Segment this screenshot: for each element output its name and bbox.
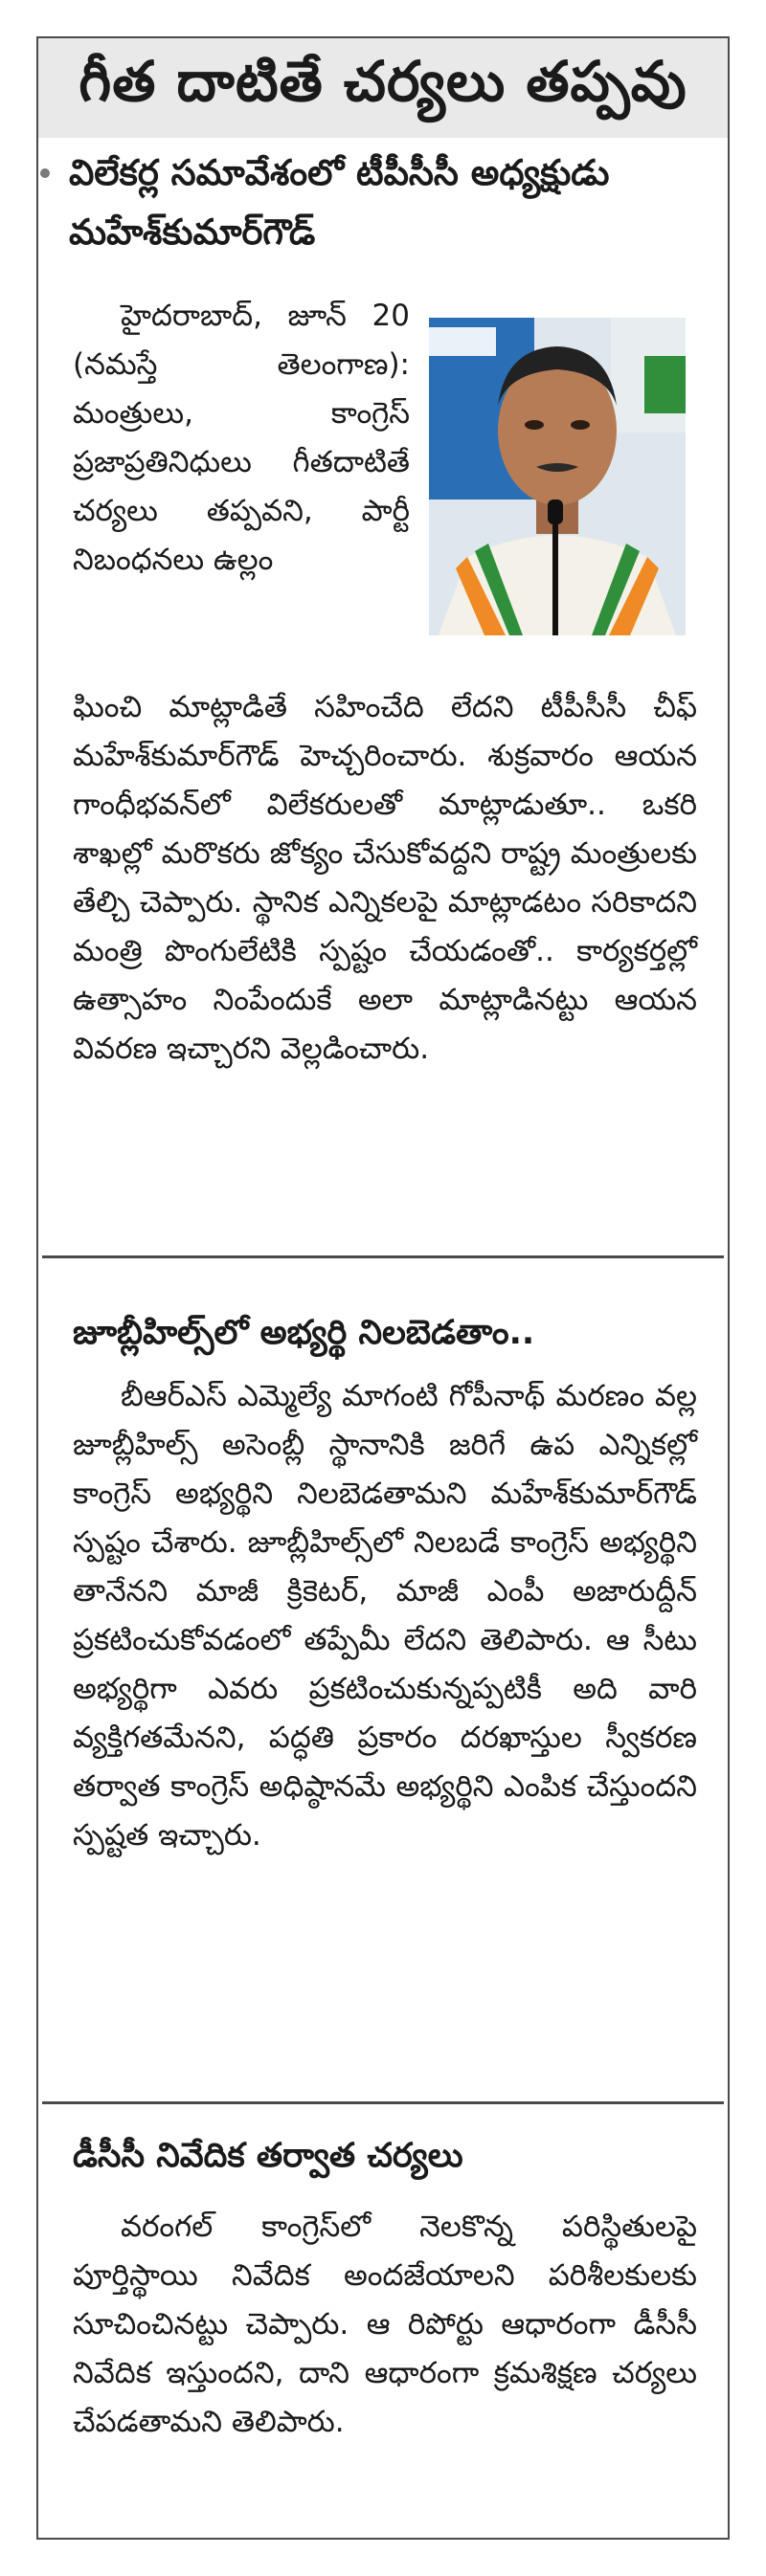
section-3-heading: డీసీసీ నివేదిక తర్వాత చర్యలు — [73, 2137, 463, 2175]
subheadline — [69, 144, 701, 262]
section-divider-1 — [42, 1255, 724, 1258]
section-3-paragraph: వరంగల్ కాంగ్రెస్‌లో నెలకొన్న పరిస్థితులపై పూర్తిస్థాయి నివేదిక అందజేయాలని పరిశీలకులకు సూచించినట్టు చెప్పారు. ఆ రిపోర్టు ఆధారంగా డీసీసీ నివేదిక ఇస్తుందని, దాని ఆధారంగా క్రమశిక్షణ చర్యలు చేపడతామని తెలిపారు. — [73, 2210, 697, 2439]
section-2-heading: జూబ్లీహిల్స్‌లో అభ్యర్థి నిలబెడతాం.. — [73, 1314, 535, 1352]
dateline-paragraph: హైదరాబాద్, జూన్ 20 (నమస్తే తెలంగాణ): మంత్రులు, కాంగ్రెస్ ప్రజాప్రతినిధులు గీతదాటితే చర్యలు తప్పవని, పార్టీ నిబంధనలు ఉల్లం — [73, 299, 410, 577]
section-2-paragraph: బీఆర్‌ఎస్ ఎమ్మెల్యే మాగంటి గోపీనాథ్ మరణం వల్ల జూబ్లీహిల్స్ అసెంబ్లీ స్థానానికి జరిగే ఉప ఎన్నికల్లో కాంగ్రెస్ అభ్యర్థిని నిలబెడతామని మహేశ్‌కుమార్‌గౌడ్ స్పష్టం చేశారు. జూబ్లీహిల్స్‌లో నిలబడే కాంగ్రెస్ అభ్యర్థిని తానేనని మాజీ క్రికెటర్, మాజీ ఎంపీ అజారుద్దీన్ ప్రకటించుకోవడంలో తప్పేమీ లేదని తెలిపారు. ఆ సీటు అభ్యర్థిగా ఎవరు ప్రకటించుకున్నప్పటికీ అది వారి వ్యక్తిగతమేనని, పద్ధతి ప్రకారం దరఖాస్తుల స్వీకరణ తర్వాత కాంగ్రెస్ అధిష్ఠానమే అభ్యర్థిని ఎంపిక చేస్తుందని స్పష్టత ఇచ్చారు. — [73, 1379, 697, 1853]
bullet-icon — [40, 168, 50, 178]
section-divider-2 — [42, 2101, 724, 2104]
headline: గీత దాటితే చర్యలు తప్పవు — [38, 38, 728, 138]
subheadline-text: విలేకర్ల సమావేశంలో టీపీసీసీ అధ్యక్షుడు మహేశ్‌కుమార్‌గౌడ్ — [69, 152, 610, 253]
paragraph-1: ఘించి మాట్లాడితే సహించేది లేదని టీపీసీసీ చీఫ్ మహేశ్‌కుమార్‌గౌడ్ హెచ్చరించారు. శుక్రవారం ఆయన గాంధీభవన్‌లో విలేకరులతో మాట్లాడుతూ.. ఒకరి శాఖల్లో మరొకరు జోక్యం చేసుకోవద్దని రాష్ట్ర మంత్రులకు తేల్చి చెప్పారు. స్థానిక ఎన్నికలపై మాట్లాడటం సరికాదని మంత్రి పొంగులేటికి స్పష్టం చేయడంతో.. కార్యకర్తల్లో ఉత్సాహం నింపేందుకే అలా మాట్లాడినట్టు ఆయన వివరణ ఇచ్చారని వెల్లడించారు. — [73, 690, 697, 1066]
speaker-photo — [429, 318, 686, 635]
